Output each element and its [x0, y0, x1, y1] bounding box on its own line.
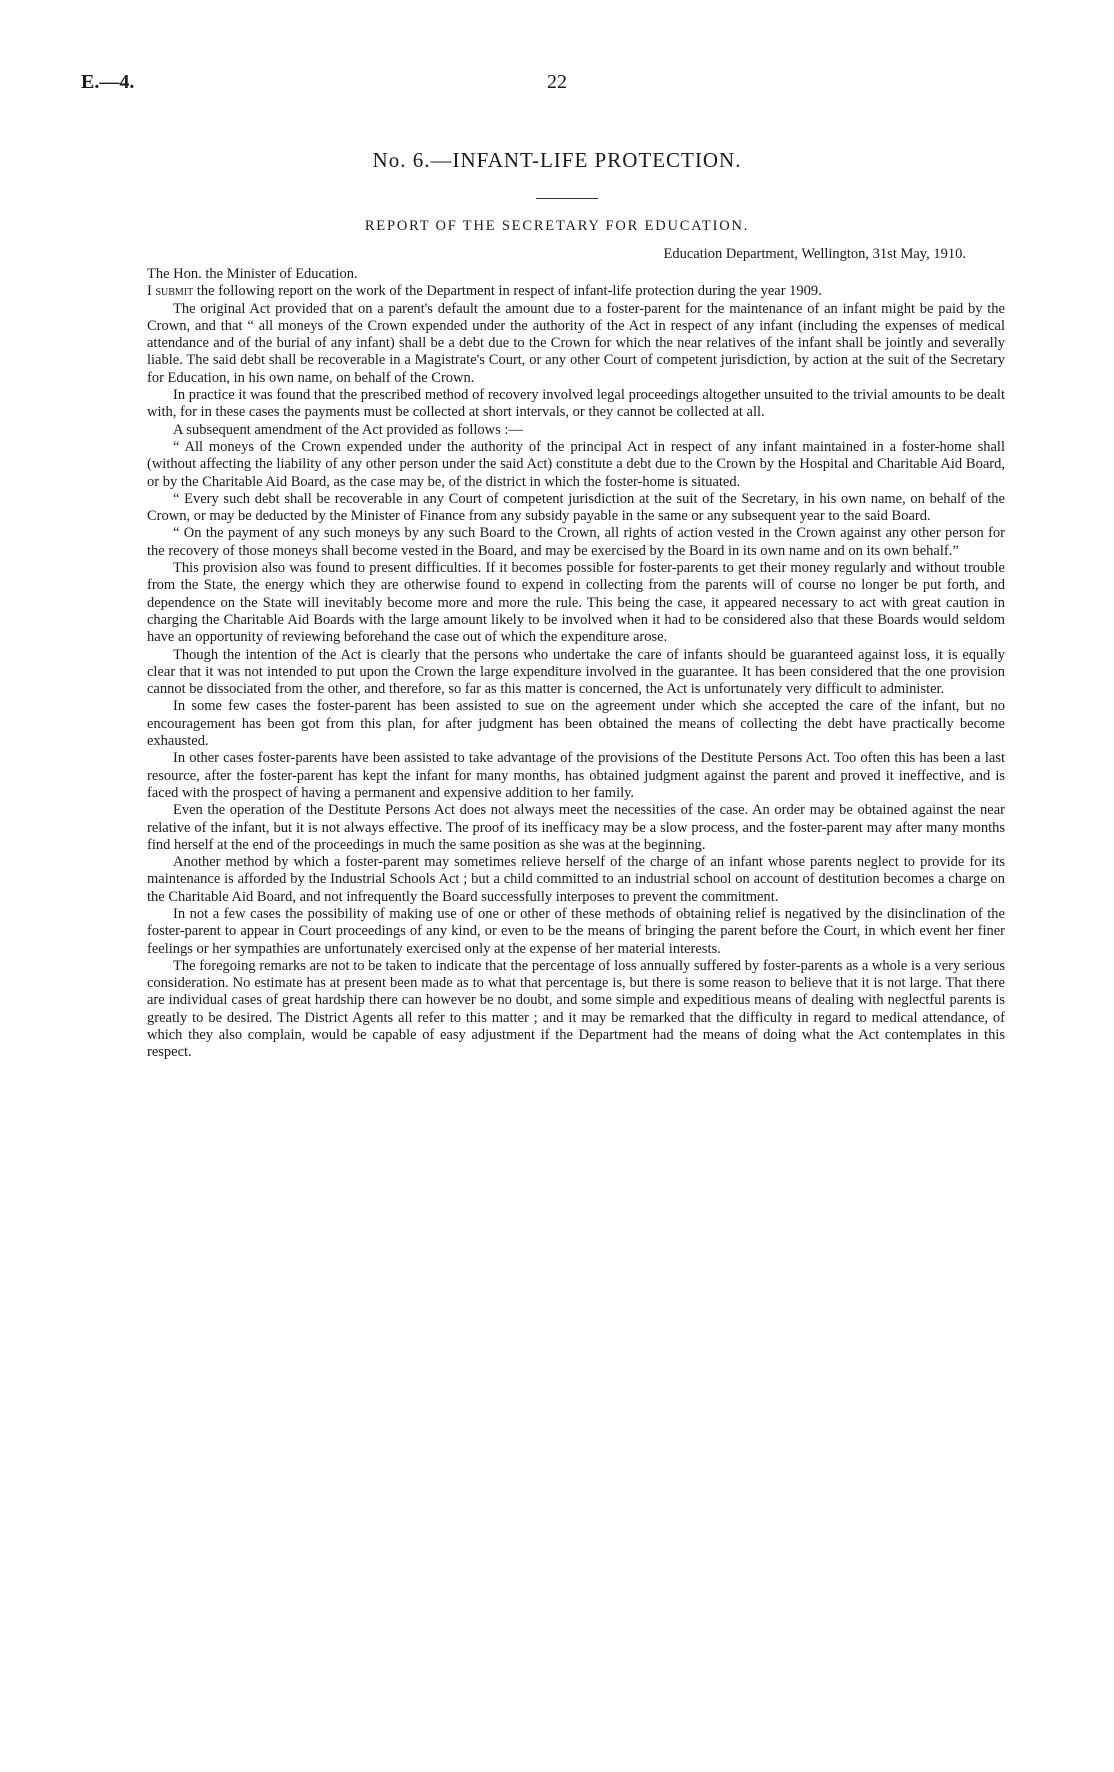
opening-paragraph: [147, 283, 1005, 300]
paragraph: A subsequent amendment of the Act provided as follows :—: [173, 421, 523, 438]
opening-lead: I submit: [147, 283, 194, 300]
paragraph: The original Act provided that on a parent's default the amount due to a foster-parent for the maintenance of an infant might be paid by the Crown, and that “ all moneys of the Crown expended under the authority of the Act in respect of any infant (including the expenses of medical attendance and of the burial of any infant) shall be a debt due to the Crown for which the near relatives of the infant shall be jointly and severally liable. The said debt shall be recoverable in a Magistrate's Court, or any other Court of competent jurisdiction, by action at the suit of the Secretary for Education, in his own name, on behalf of the Crown.: [147, 300, 1005, 386]
paragraph: Though the intention of the Act is clearly that the persons who undertake the care of infants should be guaranteed against loss, it is equally clear that it was not intended to put upon the Crown the large expenditure involved in the guarantee. It has been considered that the one provision cannot be dissociated from the other, and therefore, so far as this matter is concerned, the Act is unfortunately very difficult to administer.: [147, 646, 1005, 698]
paragraph: This provision also was found to present difficulties. If it becomes possible for foster-parents to get their money regularly and without trouble from the State, the energy which they are otherwise found to expend in collecting from the parents will of course no longer be put forth, and dependence on the State will inevitably become more and more the rule. This being the case, it appeared necessary to act with great caution in charging the Charitable Aid Boards with the large amount likely to be involved when it had to be considered also that these Boards would seldom have an opportunity of reviewing beforehand the case out of which the expenditure arose.: [147, 560, 1005, 646]
paragraph: In some few cases the foster-parent has been assisted to sue on the agreement under which she accepted the care of the infant, but no encouragement has been got from this plan, for after judgment has been obtained the means of collecting the debt have practically become exhausted.: [147, 698, 1005, 750]
title-divider: [536, 198, 598, 199]
quoted-provision: “ Every such debt shall be recoverable in any Court of competent jurisdiction at the suit of the Secretary, in his own name, on behalf of the Crown, or may be deducted by the Minister of Finance from any subsidy payable in the same or any subsequent year to the said Board.: [147, 490, 1005, 525]
report-subtitle: REPORT OF THE SECRETARY FOR EDUCATION.: [364, 218, 750, 234]
page-number: 22: [547, 71, 567, 93]
paragraph: In not a few cases the possibility of making use of one or other of these methods of obtaining relief is negatived by the disinclination of the foster-parent to appear in Court proceedings of any kind, or even to be the means of bringing the parent before the Court, in which event her finer feelings or her sympathies are unfortunately exercised only at the expense of her material interests.: [147, 905, 1005, 957]
dateline: Education Department, Wellington, 31st May, 1910.: [663, 246, 966, 262]
paragraph: The foregoing remarks are not to be taken to indicate that the percentage of loss annually suffered by foster-parents as a whole is a very serious consideration. No estimate has at present been made as to what that percentage is, but there is some reason to believe that it is not large. That there are individual cases of great hardship there can however be no doubt, and some simple and expeditious means of dealing with neglectful parents is greatly to be desired. The District Agents all refer to this matter ; and it may be remarked that the difficulty in regard to medical attendance, of which they also complain, would be capable of easy adjustment if the Department had the means of doing what the Act contemplates in this respect.: [147, 957, 1005, 1061]
paragraph: Another method by which a foster-parent may sometimes relieve herself of the charge of an infant whose parents neglect to provide for its maintenance is afforded by the Industrial Schools Act ; but a child committed to an industrial school on account of destitution becomes a charge on the Charitable Aid Board, and not infrequently the Board successfully interposes to prevent the commitment.: [147, 854, 1005, 905]
paragraph: In practice it was found that the prescribed method of recovery involved legal proceedings altogether unsuited to the trivial amounts to be dealt with, for in these cases the payments must be collected at short intervals, or they cannot be collected at all.: [147, 387, 1005, 421]
report-body: [147, 266, 1005, 1062]
document-title: No. 6.—INFANT-LIFE PROTECTION.: [372, 148, 742, 172]
paragraph: Even the operation of the Destitute Persons Act does not always meet the necessities of the case. An order may be obtained against the near relative of the infant, but it is not always effective. The proof of its inefficacy may be a slow process, and the foster-parent may after many months find herself at the end of the proceedings in much the same position as she was at the beginning.: [147, 802, 1005, 853]
paragraph: In other cases foster-parents have been assisted to take advantage of the provisions of the Destitute Persons Act. Too often this has been a last resource, after the foster-parent has kept the infant for many months, has obtained judgment against the parent and proved it ineffective, and is faced with the prospect of having a permanent and expensive addition to her family.: [147, 750, 1005, 801]
salutation: The Hon. the Minister of Education.: [147, 266, 358, 282]
opening-rest: the following report on the work of the Department in respect of infant-life protection during the year 1909.: [193, 283, 822, 300]
quoted-provision: “ On the payment of any such moneys by any such Board to the Crown, all rights of action vested in the Crown against any other person for the recovery of those moneys shall become vested in the Board, and may be exercised by the Board in its own name and on its own behalf.”: [147, 525, 1005, 559]
quoted-provision: “ All moneys of the Crown expended under the authority of the principal Act in respect of any infant maintained in a foster-home shall (without affecting the liability of any other person under the said Act) constitute a debt due to the Crown by the Hospital and Charitable Aid Board, or by the Charitable Aid Board, as the case may be, of the district in which the foster-home is situated.: [147, 438, 1005, 490]
document-reference: E.—4.: [81, 71, 135, 93]
